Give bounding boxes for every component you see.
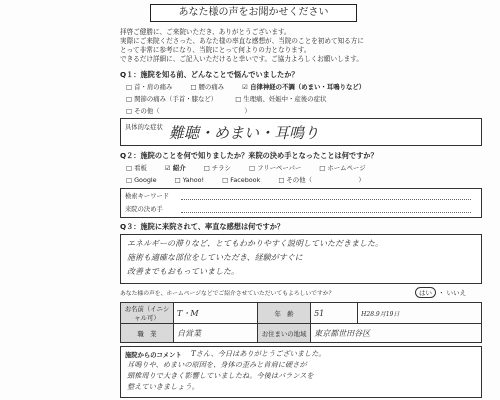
q1-options-row2 (126, 94, 342, 103)
clinic-comment-box (120, 346, 482, 398)
clinic-comment-line: 整えていきましょう。 (127, 382, 199, 391)
job-value[interactable]: 自営業 (174, 324, 258, 343)
form-title: あなた様の声をお聞かせください (150, 4, 357, 22)
q2-option[interactable]: □ 看板 (126, 164, 147, 172)
area-value[interactable]: 東京都世田谷区 (311, 324, 482, 343)
consent-options: はい ・ いいえ (415, 287, 466, 298)
name-label: お名前（イニシャル可） (121, 303, 174, 324)
q2-option[interactable]: □ チラシ (203, 164, 231, 172)
q1-option[interactable]: □ 腰の痛み (190, 83, 225, 91)
q2-option[interactable]: □ Facebook (222, 176, 261, 184)
date-value[interactable]: H28.9月19日 (358, 303, 482, 324)
q2-option[interactable]: □ フリーペーパー (249, 164, 302, 172)
age-label: 年 齢 (258, 303, 311, 324)
q2-options-row2 (126, 175, 381, 184)
clinic-comment-line: Tさん、今日はありがとうございました。 (191, 349, 326, 358)
name-value[interactable]: T・M (174, 303, 258, 324)
q1-options-row3 (126, 106, 267, 115)
decider-line[interactable] (181, 212, 471, 213)
symptom-label: 具体的な症状 (125, 124, 163, 131)
intro-line: 実際にご来院くださった、あなた様の率直な感想が、当院のことを初めて知る方に (120, 37, 364, 45)
age-value[interactable]: 51 (311, 303, 358, 324)
info-table (120, 302, 482, 343)
table-row (121, 324, 482, 343)
q2-option[interactable]: □ Yahoo! (174, 176, 205, 184)
consent-no[interactable]: いいえ (446, 289, 467, 297)
clinic-comment-line: 頸椎周りで大きく影響していましたね。今後はバランスを (127, 371, 314, 380)
consent-text: あなた様の声を、ホームページなどでご紹介させていただいてもよろしいですか？ (120, 291, 335, 297)
table-row (121, 303, 482, 324)
q2-options-row1 (126, 163, 382, 172)
q2-option-checked[interactable]: ☑ 紹介 (164, 164, 186, 172)
q2-option[interactable]: □ Google (126, 176, 157, 184)
keyword-label: 検索キーワード (125, 193, 170, 200)
q2-answer-box (120, 188, 482, 218)
q1-option-other[interactable]: □ その他（ ） (126, 107, 251, 115)
q3-answer-line: 施術も適確な部位をしていただき、経験がすぐに (127, 253, 303, 262)
q1-options-row1 (126, 82, 381, 91)
decider-label: 来院の決め手 (125, 206, 163, 213)
clinic-comment-line: 耳鳴りや、めまいの原因を、身体の歪みと首肩に硬さが (127, 360, 307, 369)
intro-line: 拝啓ご健勝に、ご来院いただき、ありがとうございます。 (120, 28, 291, 36)
q1-option-checked[interactable]: ☑ 自律神経の不調（めまい・耳鳴りなど） (242, 83, 366, 91)
consent-yes[interactable]: はい (415, 287, 436, 298)
q3-answer-line: エネルギーの滞りなど、とてもわかりやすく説明していただきました。 (127, 239, 383, 248)
q2-option[interactable]: □ ホームページ (319, 164, 366, 172)
q1-option[interactable]: □ 関節の痛み（手首・膝など） (126, 95, 218, 103)
q3-label: Q３：施院に来院されて、率直な感想は何ですか？ (120, 222, 285, 231)
symptom-box (120, 118, 482, 146)
area-label: お住まいの地域 (258, 324, 311, 343)
clinic-comment-label: 施院からのコメント (125, 352, 182, 359)
intro-line: できるだけ詳細に、ご記入いただけると幸いです。ご協力よろしくお願いします。 (120, 55, 363, 63)
q1-option[interactable]: □ 生理痛、妊娠中・産後の症状 (235, 95, 327, 103)
intro-text (120, 28, 480, 64)
intro-line: とって非常に参考になり、当院にとって何よりの力となります。 (120, 46, 311, 54)
symptom-value[interactable]: 難聴・めまい・耳鳴り (169, 124, 320, 142)
keyword-line[interactable] (181, 199, 471, 200)
q2-option-other[interactable]: □ その他（ ） (278, 176, 365, 184)
q1-label: Q１：施院を知る前、どんなことで悩んでいましたか？ (120, 70, 299, 79)
q3-answer-line: 改善までもおもっていました。 (127, 267, 239, 276)
q1-option[interactable]: □ 首・肩の痛み (126, 83, 173, 91)
q3-answer-box (120, 234, 482, 284)
q2-label: Q２：施院のことを何で知りましたか？来院の決め手となったことは何ですか？ (120, 151, 378, 160)
job-label: 職 業 (121, 324, 174, 343)
